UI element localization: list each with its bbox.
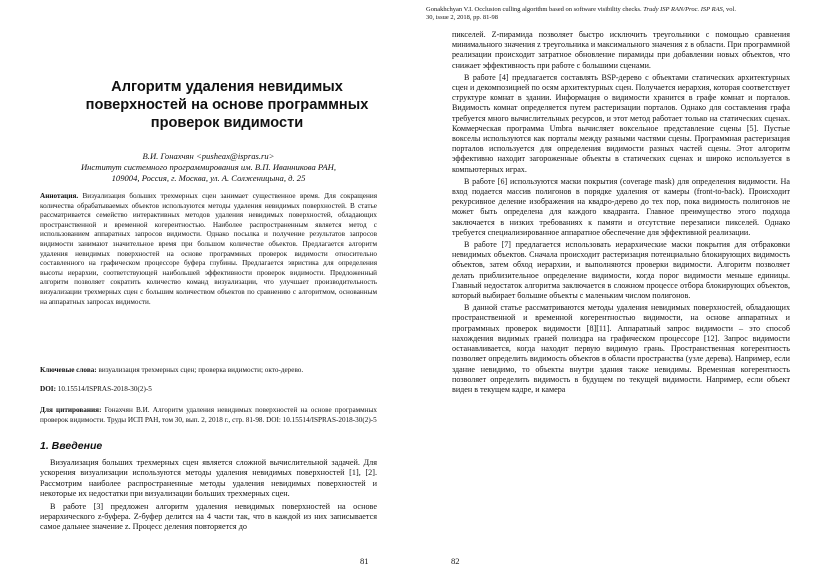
running-head-text: Gonakhchyan V.I. Occlusion culling algorithm based on software visibility checks.: [426, 6, 642, 13]
abstract-text: Визуализация больших трехмерных сцен занимает существенное время. Для сокращения количества обрабатываемых объектов используются методы удаления невидимых поверхностей. В статье рассматривается семейство интерактивных методов удаления невидимых поверхностей, обладающих пространственной и временной когерентностью. Наиболее распространенным является метод с использованием аппаратных запросов видимости. Однако посылка и получение результатов запросов видимости занимают значительное время при большом количестве объектов. Предлагается алгоритм удаления невидимых поверхностей на основе программных проверок видимости относительно составленного на графическом процессоре буфера глубины. Предлагается эвристика для определения высоты иерархии, соответствующей наибольшей эффективности проверок видимости. Предложенный алгоритм позволяет сократить количество команд визуализации, что улучшает производительность визуализации трехмерных сцен с большим количеством объектов по сравнению с алгоритмом, основанным на аппаратных запросах видимости.: [40, 192, 377, 306]
author-block: [40, 151, 377, 185]
article-title: Алгоритм удаления невидимых поверхностей на основе программных проверок видимости: [85, 79, 369, 131]
keywords-text: визуализация трехмерных сцен; проверка видимости; окто-дерево.: [98, 366, 304, 374]
running-head-journal: Trudy ISP RAN/Proc. ISP RAS,: [643, 6, 725, 13]
author-address: 109004, Россия, г. Москва, ул. А. Солженицына, д. 25: [111, 173, 306, 184]
right-body: [452, 30, 790, 397]
doi-text: 10.15514/ISPRAS-2018-30(2)-5: [57, 385, 152, 393]
abstract-label: Аннотация.: [40, 192, 79, 200]
page-number: 81: [360, 556, 369, 566]
citation-label: Для цитирования:: [40, 406, 102, 414]
paragraph: В работе [7] предлагается использовать иерархические маски покрытия для отбраковки невидимых объектов. Сначала происходит растеризация потенциально блокирующих видимость объектов, затем обход иерархии, и выполняются проверки видимости. Алгоритм позволяет делать приблизительное определение видимости, когда порог видимости меньше единицы. Главный недостаток алгоритма заключается в сложном процессе отбора блокирующих объектов, который выбирает большие объекты с маленьким числом полигонов.: [452, 240, 790, 301]
right-page: [410, 0, 820, 580]
page-number: 82: [451, 556, 460, 566]
keywords: [40, 366, 377, 376]
abstract: [40, 192, 377, 307]
paragraph: В работе [3] предложен алгоритм удаления невидимых поверхностей на основе иерархического z-буфера. Z-буфер делится на 4 части так, что в каждой из них записывается самое дальнее значение z. Процесс деления повторяется до: [40, 501, 377, 532]
running-head: [426, 6, 811, 22]
doi: [40, 385, 377, 395]
citation: [40, 406, 377, 425]
running-head-vol: vol.: [726, 6, 736, 13]
running-head-issue: 30, issue 2, 2018, pp. 81-98: [426, 14, 499, 21]
doi-label: DOI:: [40, 385, 56, 393]
citation-text: Гонахчян В.И. Алгоритм удаления невидимых поверхностей на основе программных проверок видимости. Труды ИСП РАН, том 30, вып. 2, 2018 г., стр. 81-98. DOI: 10.15514/ISPRAS-2018-30(2)-5: [40, 406, 377, 424]
paragraph: Визуализация больших трехмерных сцен является сложной вычислительной задачей. Для ускорения визуализации используются методы удаления невидимых поверхностей [1], [2]. Рассмотрим наиболее распространенные методы удаления невидимых поверхностей и некоторые их недостатки при визуализации больших трехмерных сцен.: [40, 458, 377, 499]
paragraph: В данной статье рассматриваются методы удаления невидимых поверхностей, обладающих пространственной и временной когерентностью видимости, на основе аппаратных и программных проверок видимости [8][11]. Аппаратный запрос видимости – это способ нахождения видимых граней полиэдра на графическом процессоре [12]. Запрос видимости останавливается, когда находит первую видимую грань. Пространственная когерентность позволяет определить видимость объектов в области пространства (узле дерева). Например, если здание невидимо, то объекты внутри здания также невидимы. Временная когерентность позволяет определить видимость в будущем по текущей видимости. Например, если объект виден в текущем кадре, и камера: [452, 303, 790, 394]
paragraph: В работе [4] предлагается составлять BSP-дерево с объектами статических архитектурных сцен и декомпозицией по осям архитектурных сцен. Получается иерархия, которая соответствует структуре комнат в здании. Информация о видимости хранится в графе комнат и порталов. Видимость комнат определяется путем растеризации порталов. Однако для составления графа требуется много вычислительных ресурсов, и этот метод работает только на статических сценах. Коммерческая программа Umbra вычисляет воксельное представление сцены [5]. Пустые вокселы используются как порталы между разными частями сцены. Программная растеризация порталов используется для определения видимости разных частей сцены. Этот алгоритм эффективно находит загороженные объекты в статических сценах и широко используется в компьютерных играх.: [452, 72, 790, 174]
author-name: В.И. Гонахчян <pusheax@ispras.ru>: [142, 151, 275, 161]
keywords-label: Ключевые слова:: [40, 366, 97, 374]
paragraph: В работе [6] используются маски покрытия (coverage mask) для определения видимости. На вход подается массив полигонов в порядке удаления от камеры (front-to-back). Происходит рекурсивное деление изображения на квадро-дерево до тех пор, пока видимость полигонов не может быть определена для каждого квадранта. Главное преимущество этого подхода заключается в низких требованиях к памяти и отсутствие перезаписи пикселей. Однако требуется специализированное аппаратное обеспечение для эффективной реализации.: [452, 176, 790, 237]
intro-body: [40, 458, 377, 535]
section-heading: 1. Введение: [40, 440, 103, 452]
paragraph: пикселей. Z-пирамида позволяет быстро исключить треугольники с помощью сравнения минимального значения z треугольника и максимального значения z в области. При программной реализации происходит затратное обновление пирамиды при добавлении новых объектов, что снижает эффективность при работе с большими сценами.: [452, 30, 790, 70]
author-affiliation: Институт системного программирования им. В.П. Иванникова РАН,: [80, 162, 337, 173]
